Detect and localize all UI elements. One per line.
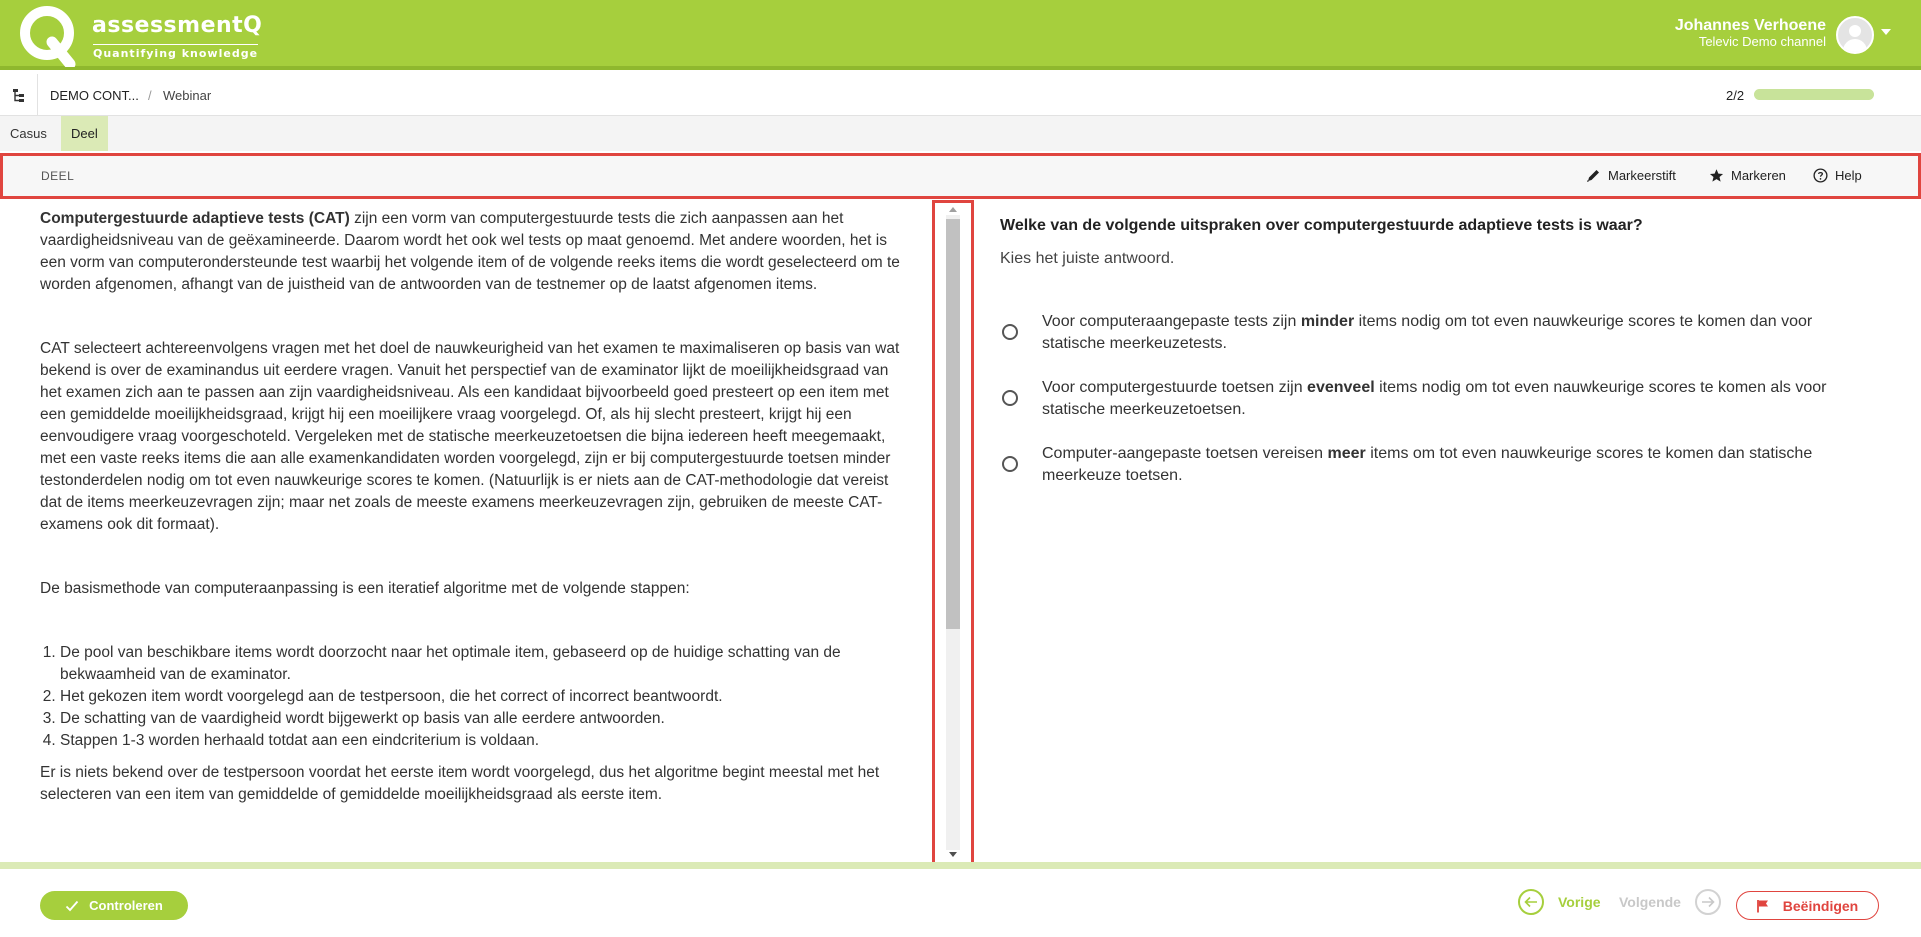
- progress-fill: [1754, 89, 1874, 100]
- question-instruction: Kies het juiste antwoord.: [1000, 250, 1175, 267]
- app-header: [0, 0, 1921, 70]
- answer-option-text: Voor computergestuurde toetsen zijn evenveel items nodig om tot even nauwkeurige scores te komen als voor statische meerkeuzetoetsen.: [1042, 379, 1827, 418]
- chevron-down-icon[interactable]: [1881, 29, 1891, 35]
- arrow-left-icon: [1518, 889, 1544, 915]
- question-title: Welke van de volgende uitspraken over computergestuurde adaptieve tests is waar?: [1000, 217, 1643, 234]
- progress-count: 2/2: [1726, 88, 1745, 103]
- tree-view-button[interactable]: [0, 74, 38, 115]
- progress-bar: [1754, 89, 1874, 100]
- flag-icon: [1757, 899, 1769, 913]
- answer-option-2[interactable]: [1002, 377, 1862, 421]
- tree-structure-icon: [12, 88, 26, 102]
- next-button[interactable]: [1619, 889, 1721, 915]
- previous-label: Vorige: [1558, 894, 1601, 910]
- user-channel: Televic Demo channel: [1698, 34, 1826, 49]
- case-text-panel: [40, 208, 904, 858]
- answer-option-text: Voor computeraangepaste tests zijn minder items nodig om tot even nauwkeurige scores te komen dan voor statische meerkeuzetests.: [1042, 313, 1813, 352]
- answer-option-1[interactable]: [1002, 311, 1862, 355]
- toolbar-title: DEEL: [41, 169, 75, 183]
- check-button[interactable]: [40, 891, 188, 920]
- highlighter-button[interactable]: [1586, 168, 1676, 183]
- scrollbar-thumb[interactable]: [946, 219, 960, 629]
- answer-option-text: Computer-aangepaste toetsen vereisen meer items om tot even nauwkeurige scores te komen dan statische meerkeuze toetsen.: [1042, 445, 1813, 484]
- radio-button[interactable]: [1002, 324, 1018, 340]
- scroll-up-arrow-icon[interactable]: [949, 207, 957, 212]
- star-icon: [1709, 168, 1724, 183]
- check-label: Controleren: [89, 898, 163, 913]
- breadcrumb-current: Webinar: [163, 88, 212, 103]
- paragraph-start: Er is niets bekend over de testpersoon voordat het eerste item wordt voorgelegd, dus het algoritme begint meestal met het selecteren van een item van gemiddelde of gemiddelde moeilijkheidsgraad als eerste item.: [40, 764, 880, 803]
- breadcrumb-separator: /: [148, 88, 152, 103]
- paragraph-method: De basismethode van computeraanpassing is een iteratief algoritme met de volgende stappen:: [40, 580, 690, 597]
- tab-deel[interactable]: Deel: [61, 116, 108, 151]
- list-item: 2. Het gekozen item wordt voorgelegd aan de testpersoon, die het correct of incorrect beantwoordt.: [60, 686, 904, 708]
- help-label: Help: [1835, 168, 1862, 183]
- assessmentq-logo-icon: [18, 4, 81, 67]
- steps-list: [40, 642, 904, 752]
- tab-bar: [0, 116, 1921, 151]
- brand-tagline: Quantifying knowledge: [93, 44, 258, 60]
- mark-button[interactable]: [1709, 168, 1786, 183]
- checkmark-icon: [65, 900, 79, 912]
- brand-name: assessmentQ: [92, 13, 263, 38]
- item-toolbar: [0, 153, 1921, 199]
- previous-button[interactable]: [1518, 889, 1601, 915]
- mark-label: Markeren: [1731, 168, 1786, 183]
- radio-button[interactable]: [1002, 390, 1018, 406]
- user-name[interactable]: Johannes Verhoene: [1674, 17, 1826, 34]
- list-item: 1. De pool van beschikbare items wordt doorzocht naar het optimale item, gebaseerd op de huidige schatting van de bekwaamheid van de examinator.: [60, 642, 904, 686]
- reading-scrollbar[interactable]: [932, 200, 974, 867]
- list-item: 3. De schatting van de vaardigheid wordt bijgewerkt op basis van alle eerdere antwoorden.: [60, 708, 904, 730]
- pencil-icon: [1586, 168, 1601, 183]
- breadcrumb-bar: [0, 74, 1921, 116]
- arrow-right-icon: [1695, 889, 1721, 915]
- help-button[interactable]: [1813, 168, 1862, 183]
- intro-text: zijn een vorm van computergestuurde tests die zich aanpassen aan het vaardigheidsniveau van de geëxamineerde. Daarom wordt het ook wel tests op maat genoemd. Met andere woorden, het is een vorm van computerondersteunde test waarbij het volgende item of de volgende reeks items die wordt geselecteerd om te worden afgenomen, afhangt van de juistheid van de antwoorden van de testnemer op de laatst afgenomen items.: [40, 210, 900, 293]
- help-circle-icon: [1813, 168, 1828, 183]
- intro-term: Computergestuurde adaptieve tests (CAT): [40, 210, 350, 227]
- scroll-down-arrow-icon[interactable]: [949, 852, 957, 857]
- user-avatar-icon[interactable]: [1836, 16, 1874, 54]
- breadcrumb-course[interactable]: DEMO CONT...: [50, 88, 139, 103]
- tab-casus[interactable]: Casus: [10, 126, 47, 141]
- end-button[interactable]: [1736, 891, 1879, 920]
- end-label: Beëindigen: [1782, 897, 1859, 914]
- paragraph-cat-selection: CAT selecteert achtereenvolgens vragen met het doel de nauwkeurigheid van het examen te maximaliseren op basis van wat bekend is over de examinandus uit eerdere vragen. Vanuit het perspectief van de examinator lijkt de moeilijkheidsgraad van het examen zich aan te passen aan zijn vaardigheidsniveau. Als een kandidaat bijvoorbeeld goed presteert op een item met een gemiddelde moeilijkheidsgraad, krijgt hij een moeilijkere vraag voorgelegd. Of, als hij slecht presteert, krijgt hij een eenvoudigere vraag voorgeschoteld. Vergeleken met de statische meerkeuzetoetsen die bijna iedereen heeft meegemaakt, met een vaste reeks items die aan alle examenkandidaten worden voorgelegd, zijn er bij computergestuurde toetsen minder testonderdelen nodig om tot even nauwkeurige scores te komen. (Natuurlijk is er niets aan de CAT-methodologie dat vereist dat de items meerkeuzevragen zijn; maar net zoals de meeste examens meerkeuzevragen zijn, gebruiken de meeste CAT-examens ook dit formaat).: [40, 340, 900, 533]
- next-label: Volgende: [1619, 894, 1681, 910]
- list-item: 4. Stappen 1-3 worden herhaald totdat aan een eindcriterium is voldaan.: [60, 730, 904, 752]
- paragraph-intro: [40, 208, 904, 296]
- highlighter-label: Markeerstift: [1608, 168, 1676, 183]
- footer-divider: [0, 862, 1921, 869]
- answer-option-3[interactable]: [1002, 443, 1862, 487]
- radio-button[interactable]: [1002, 456, 1018, 472]
